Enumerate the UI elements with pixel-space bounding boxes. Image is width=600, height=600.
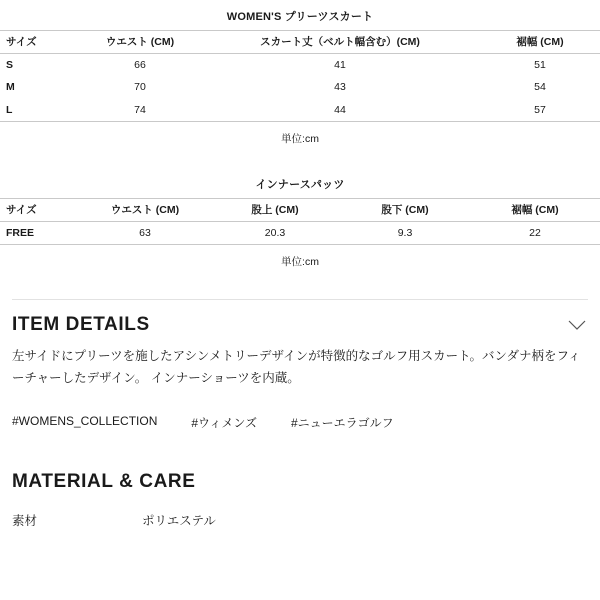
table-cell: 66 [134, 59, 146, 72]
size-table-block-inner [0, 168, 600, 273]
size-table [0, 30, 600, 122]
table-cell: 51 [534, 59, 546, 72]
tag-item[interactable]: #ウィメンズ [191, 415, 257, 430]
table-cell: 22 [470, 221, 600, 244]
page-title: MATERIAL & CARE [12, 470, 196, 492]
table-cell: 43 [334, 81, 346, 94]
table-cell: 9.3 [340, 221, 470, 244]
table-cell: 41 [334, 59, 346, 72]
table-cell: M [6, 81, 15, 94]
table-cell: 20.3 [210, 221, 340, 244]
table-header-row [0, 198, 600, 221]
unit-note: 単位:cm [281, 256, 319, 269]
table-cell: 54 [534, 81, 546, 94]
size-table-title: インナースパッツ [255, 178, 345, 191]
unit-note: 単位:cm [281, 132, 319, 145]
item-description: 左サイドにプリーツを施したアシンメトリーデザインが特徴的なゴルフ用スカート。バンダナ柄をフィーチャーしたデザイン。 インナーショーツを内蔵。 [12, 349, 581, 385]
material-value: ポリエステル [142, 513, 216, 528]
table-header-cell: スカート丈（ベルト幅含む）(CM) [200, 31, 480, 54]
page-title: ITEM DETAILS [12, 314, 150, 336]
table-header-cell: サイズ [0, 198, 80, 221]
table-row [0, 76, 600, 98]
table-header-cell: ウエスト (CM) [80, 31, 200, 54]
size-table-title: WOMEN'S プリーツスカート [226, 11, 374, 23]
table-header-cell: 股上 (CM) [210, 198, 340, 221]
table-cell: 44 [200, 99, 480, 122]
table-cell: 57 [480, 99, 600, 122]
table-header-cell: 裾幅 (CM) [470, 198, 600, 221]
table-header-cell: ウエスト (CM) [80, 198, 210, 221]
size-table-block-skirt [0, 0, 600, 150]
table-cell: 63 [80, 221, 210, 244]
table-header-cell: 裾幅 (CM) [480, 31, 600, 54]
item-details-section [0, 299, 600, 431]
tag-item[interactable]: #ニューエラゴルフ [290, 415, 394, 430]
size-table [0, 198, 600, 245]
table-cell: 74 [80, 99, 200, 122]
table-cell: L [0, 99, 80, 122]
table-cell: FREE [0, 221, 80, 244]
table-header-cell: サイズ [0, 31, 80, 54]
material-care-header[interactable] [12, 457, 588, 503]
table-row [0, 221, 600, 244]
material-row [12, 503, 588, 529]
material-care-section [0, 457, 600, 529]
item-details-header[interactable] [12, 300, 588, 346]
tag-list [12, 392, 588, 431]
table-cell: 70 [134, 81, 146, 94]
chevron-down-icon[interactable] [566, 314, 588, 336]
table-header-row [0, 31, 600, 54]
table-row [0, 54, 600, 77]
table-row [0, 99, 600, 122]
table-header-cell: 股下 (CM) [340, 198, 470, 221]
tag-item[interactable]: #WOMENS_COLLECTION [12, 413, 158, 428]
material-label: 素材 [12, 513, 38, 528]
table-cell: S [6, 59, 14, 72]
